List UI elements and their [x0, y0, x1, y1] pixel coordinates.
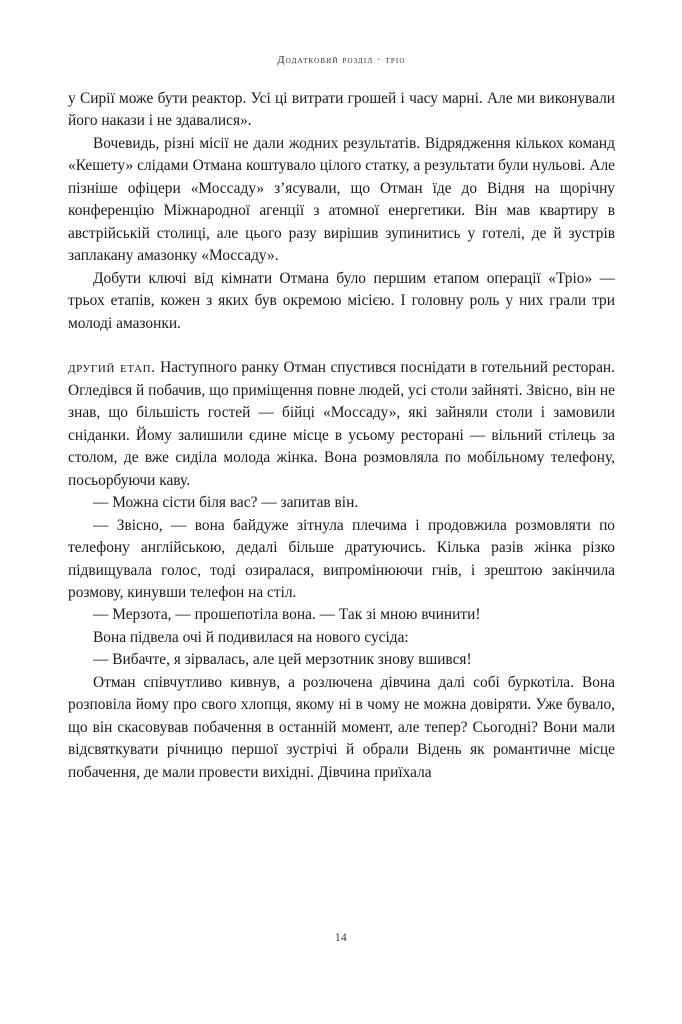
running-head: Додатковий розділ · тріо — [277, 55, 406, 66]
paragraph-continuation: у Сирії може бути реактор. Усі ці витрати грошей і часу марні. Але ми виконували його накази і не здавалися». — [68, 90, 615, 130]
paragraph: Вона підвела очі й подивилася на нового сусіда: — [93, 628, 409, 646]
section-break — [68, 335, 615, 357]
dialogue-line: — Вибачте, я зірвалась, але цей мерзотник знову вшився! — [93, 651, 472, 669]
stage-heading-runin: другий етап. — [68, 359, 156, 377]
dialogue-line: — Звісно, — вона байдуже зітнула плечима і продовжила розмовляти по телефону англійською, дедалі більше дратуючись. Кілька разів жінка різко підвищувала голос, тоді озиралася, випромінюючи гнів, і зрештою закінчила розмову, кинувши телефон на стіл. — [68, 516, 615, 601]
dialogue-line: — Мерзота, — прошепотіла вона. — Так зі мною вчинити! — [93, 606, 481, 624]
paragraph-stage-two — [68, 357, 615, 492]
paragraph: Отман співчутливо кивнув, а розлючена дівчина далі собі буркотіла. Вона розповіла йому про свого хлопця, якому ні в чому не можна довіряти. Уже бувало, що він скасовував побачення в останній момент, але тепер? Сьогодні? Вони мали відсвяткувати річницю першої зустрічі й обрали Відень як романтичне місце побачення, де мали провести вихідні. Дівчина приїхала — [68, 673, 615, 781]
dialogue-line: — Можна сісти біля вас? — запитав він. — [93, 494, 359, 512]
stage-paragraph-text: Наступного ранку Отман спустився поснідати в готельний ресторан. Огледівся й побачив, що приміщення повне людей, усі столи зайняті. Звісно, він не знав, що більшість гостей — бійці «Моссаду», які зайняли столи і замовили сніданки. Йому залишили єдине місце в усьому ресторані — вільний стілець за столом, де вже сиділа молода жінка. Вона розмовляла по мобільному телефону, посьорбуючи каву. — [68, 359, 615, 489]
paragraph: Вочевидь, різні місії не дали жодних результатів. Відрядження кількох команд «Кешету» слідами Отмана коштувало цілого статку, а результати були нульові. Але пізніше офіцери «Моссаду» з’ясували, що Отман їде до Відня на щорічну конференцію Міжнародної агенції з атомної енергетики. Він мав квартиру в австрійській столиці, але цього разу вирішив зупинитись у готелі, де й зустрів заплакану амазонку «Моссаду». — [68, 134, 615, 265]
text-column — [68, 88, 615, 784]
page-number: 14 — [334, 932, 348, 944]
paragraph: Добути ключі від кімнати Отмана було першим етапом операції «Тріо» — трьох етапів, кожен з яких був окремою місією. І головну роль у них грали три молоді амазонки. — [68, 269, 615, 332]
